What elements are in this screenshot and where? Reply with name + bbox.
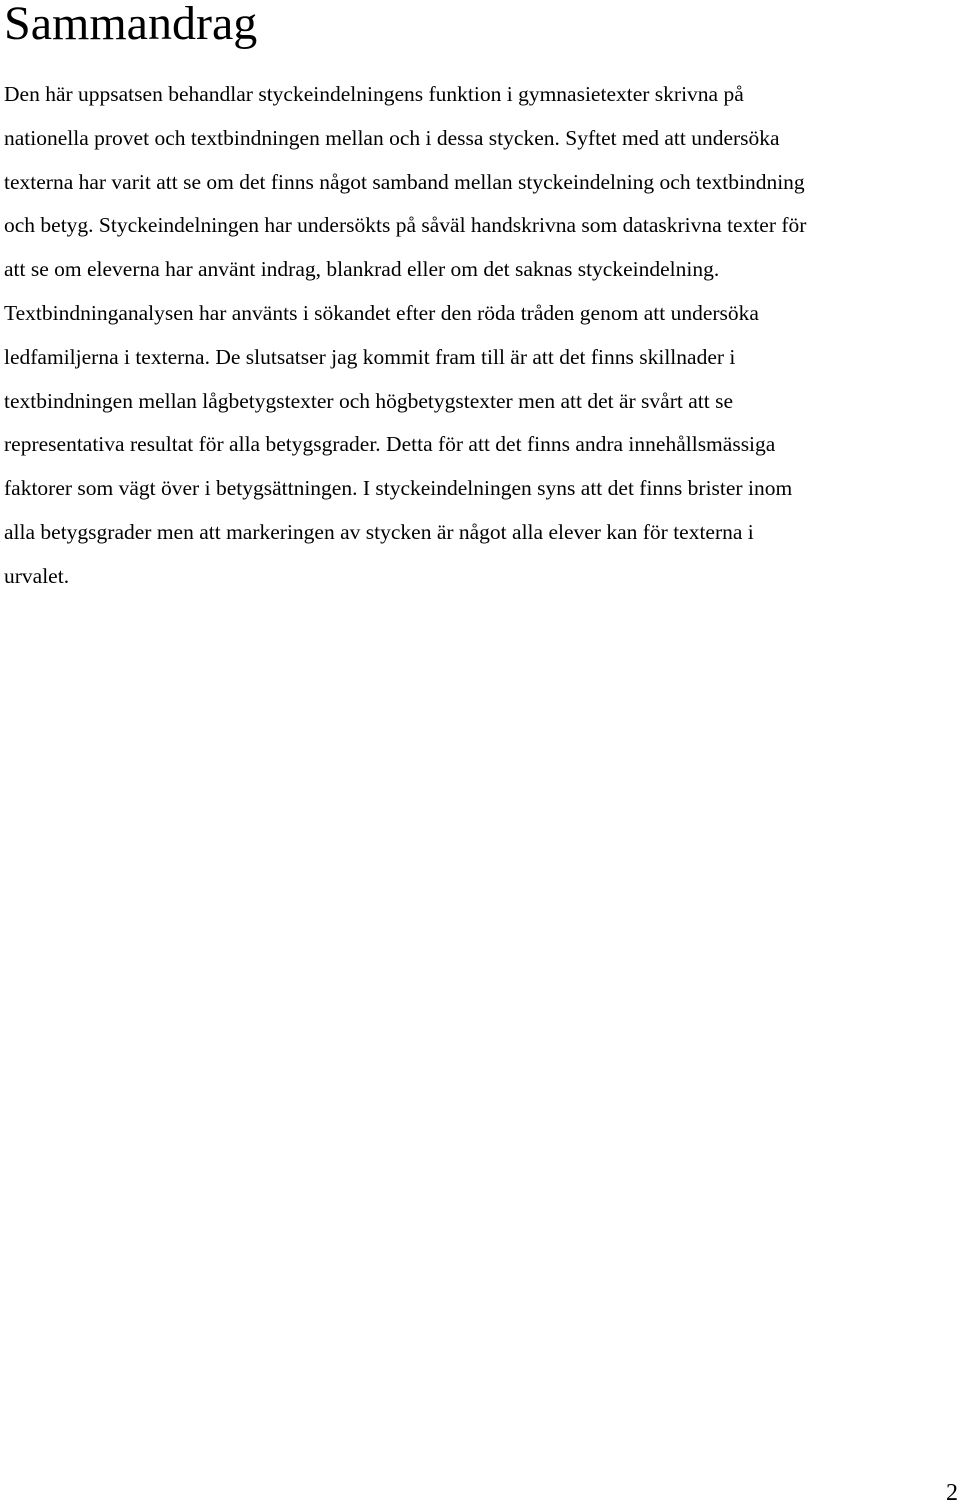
abstract-line: textbindningen mellan lågbetygstexter och högbetygstexter men att det är svårt att se — [4, 388, 733, 413]
page-title: Sammandrag — [4, 0, 258, 50]
abstract-line: urvalet. — [4, 563, 70, 588]
abstract-line: ledfamiljerna i texterna. De slutsatser jag kommit fram till är att det finns skillnader i — [4, 344, 736, 369]
abstract-line: att se om eleverna har använt indrag, blankrad eller om det saknas styckeindelning. — [4, 257, 720, 282]
abstract-line: representativa resultat för alla betygsgrader. Detta för att det finns andra innehållsmässiga — [4, 432, 776, 457]
abstract-line: alla betygsgrader men att markeringen av stycken är något alla elever kan för texterna i — [4, 519, 754, 544]
abstract-line: texterna har varit att se om det finns något samband mellan styckeindelning och textbindning — [4, 169, 805, 194]
abstract-line: Textbindninganalysen har använts i sökandet efter den röda tråden genom att undersöka — [4, 300, 759, 325]
page-number: 2 — [946, 1480, 958, 1506]
abstract-line: Den här uppsatsen behandlar styckeindelningens funktion i gymnasietexter skrivna på — [4, 82, 744, 106]
abstract-line: nationella provet och textbindningen mellan och i dessa stycken. Syftet med att undersöka — [4, 125, 780, 150]
abstract-line: och betyg. Styckeindelningen har undersökts på såväl handskrivna som dataskrivna texter för — [4, 213, 807, 238]
abstract-line: faktorer som vägt över i betygsättningen. I styckeindelningen syns att det finns brister inom — [4, 476, 793, 501]
abstract-paragraph — [4, 73, 952, 599]
